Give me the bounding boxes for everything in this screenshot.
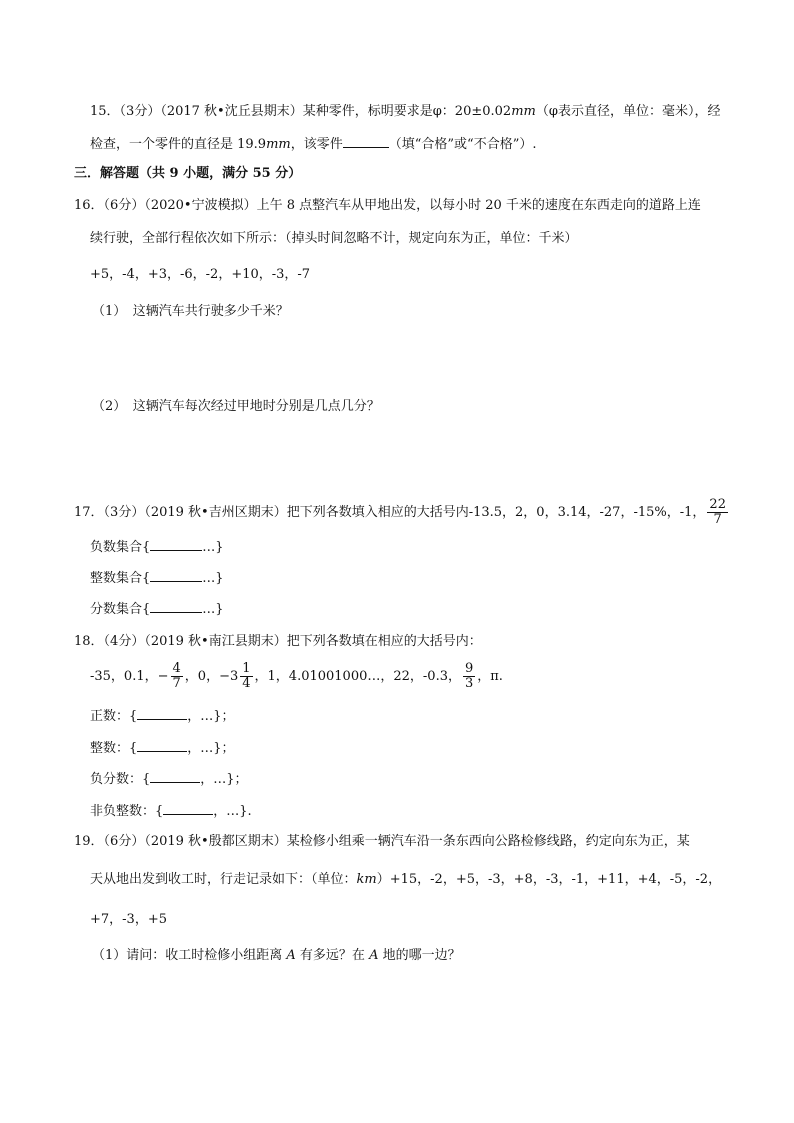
q18-line1: 18．（4分）（2019 秋•南江县期末）把下列各数填在相应的大括号内：	[74, 634, 482, 649]
q16-sub1: （1） 这辆汽车共行驶多少千米？	[92, 304, 289, 319]
q15-unit-2: mm	[266, 137, 291, 152]
q19-text-2a: 天从地出发到收工时，行走记录如下：（单位：	[90, 872, 357, 887]
q19-line3: +7，-3，+5	[90, 912, 167, 927]
section-title: 三．解答题（共 9 小题，满分 55 分）	[74, 166, 302, 181]
q18-frac-4-7	[171, 662, 183, 691]
set-label: 整数集合{	[90, 571, 151, 586]
q18-frac-9-3	[463, 662, 475, 691]
q17-frac-den: 7	[713, 512, 722, 527]
answer-blank[interactable]	[137, 737, 187, 752]
q16-data: +5，-4，+3，-6，-2，+10，-3，-7	[90, 267, 311, 282]
frac-num: 9	[464, 661, 474, 676]
answer-blank[interactable]	[150, 768, 200, 783]
q18-n3: ，0，	[184, 669, 220, 684]
q17-set-integer	[90, 567, 224, 589]
frac-den: 7	[172, 676, 181, 691]
q17-set-negative	[90, 536, 224, 558]
q18-set-negative-fraction	[90, 768, 248, 790]
set-tail: ，…}.	[213, 804, 252, 819]
q17-set-fraction	[90, 598, 224, 620]
answer-blank[interactable]	[150, 567, 202, 582]
answer-blank[interactable]	[150, 598, 202, 613]
q15-unit: mm	[511, 104, 536, 119]
q15-answer-blank[interactable]	[343, 133, 389, 148]
q18-frac-1-4	[240, 662, 252, 691]
q19-point-a: A	[286, 948, 296, 963]
q18-numbers	[90, 659, 503, 695]
set-tail: …}	[202, 602, 224, 617]
set-label: 分数集合{	[90, 602, 151, 617]
q17-frac-num: 22	[709, 497, 726, 512]
set-label: 负数集合{	[90, 540, 151, 555]
answer-blank[interactable]	[163, 800, 213, 815]
q18-n1: -35，0.1，	[90, 669, 158, 684]
q18-n4-whole: −3	[219, 669, 239, 684]
q15-text-2c: （填“合格”或“不合格”）.	[388, 137, 537, 152]
frac-num: 4	[172, 661, 181, 676]
q16-line2: 续行驶，全部行程依次如下所示：（掉头时间忽略不计，规定向东为正，单位：千米）	[90, 231, 578, 246]
q18-set-positive	[90, 705, 235, 727]
q15-text-2b: ，该零件	[290, 137, 343, 152]
set-label: 非负整数：{	[90, 804, 164, 819]
q19-sub1	[92, 946, 461, 966]
q17-line1	[74, 496, 730, 530]
q17-text: 17．（3分）（2019 秋•吉州区期末）把下列各数填入相应的大括号内-13.5，2，0，3.14，-27，-15%，-1，	[74, 505, 706, 520]
q18-n7: ，π.	[477, 669, 503, 684]
q16-sub2: （2） 这辆汽车每次经过甲地时分别是几点几分？	[92, 399, 380, 414]
q18-set-nonnegative-integer	[90, 800, 252, 822]
q19-line2	[90, 870, 721, 890]
set-tail: …}	[202, 571, 224, 586]
q19-point-a-2: A	[369, 948, 379, 963]
frac-num: 1	[242, 661, 251, 676]
frac-den: 3	[464, 676, 474, 691]
q18-n5: ，1，4.01001000…，22，-0.3，	[254, 669, 461, 684]
q18-n2-sign: −	[157, 669, 169, 684]
q19-sub1-e: 地的哪一边？	[378, 948, 461, 963]
q19-unit: km	[356, 872, 377, 887]
q19-sub1-c: 有多远？在	[295, 948, 370, 963]
set-label: 整数：{	[90, 741, 138, 756]
q19-line1: 19．（6分）（2019 秋•殷都区期末）某检修小组乘一辆汽车沿一条东西向公路检修线路，约定向东为正，某	[74, 834, 690, 849]
answer-blank[interactable]	[150, 536, 202, 551]
q19-sub1-a: （1）请问：收工时检修小组距离	[92, 948, 287, 963]
q19-text-2b: ）+15，-2，+5，-3，+8，-3，-1，+11，+4，-5，-2，	[376, 872, 722, 887]
set-label: 负分数：{	[90, 772, 151, 787]
answer-blank[interactable]	[137, 705, 187, 720]
q15-text-rest: （φ表示直径，单位：毫米），经	[535, 104, 721, 119]
q15-text: 15．（3分）（2017 秋•沈丘县期末）某种零件，标明要求是φ：20±0.02	[90, 104, 512, 119]
set-tail: …}	[202, 540, 224, 555]
set-tail: ，…}；	[200, 772, 248, 787]
q15-text-2a: 检查，一个零件的直径是 19.9	[90, 137, 267, 152]
set-tail: ，…}；	[187, 709, 235, 724]
set-tail: ，…}；	[187, 741, 235, 756]
q15-line1	[90, 102, 720, 122]
q18-set-integer	[90, 737, 235, 759]
frac-den: 4	[242, 676, 251, 691]
q15-line2	[90, 133, 536, 155]
set-label: 正数：{	[90, 709, 138, 724]
q17-fraction	[707, 498, 728, 527]
q16-line1: 16．（6分）（2020•宁波模拟）上午 8 点整汽车从甲地出发，以每小时 20 千米的速度在东西走向的道路上连	[74, 198, 701, 213]
